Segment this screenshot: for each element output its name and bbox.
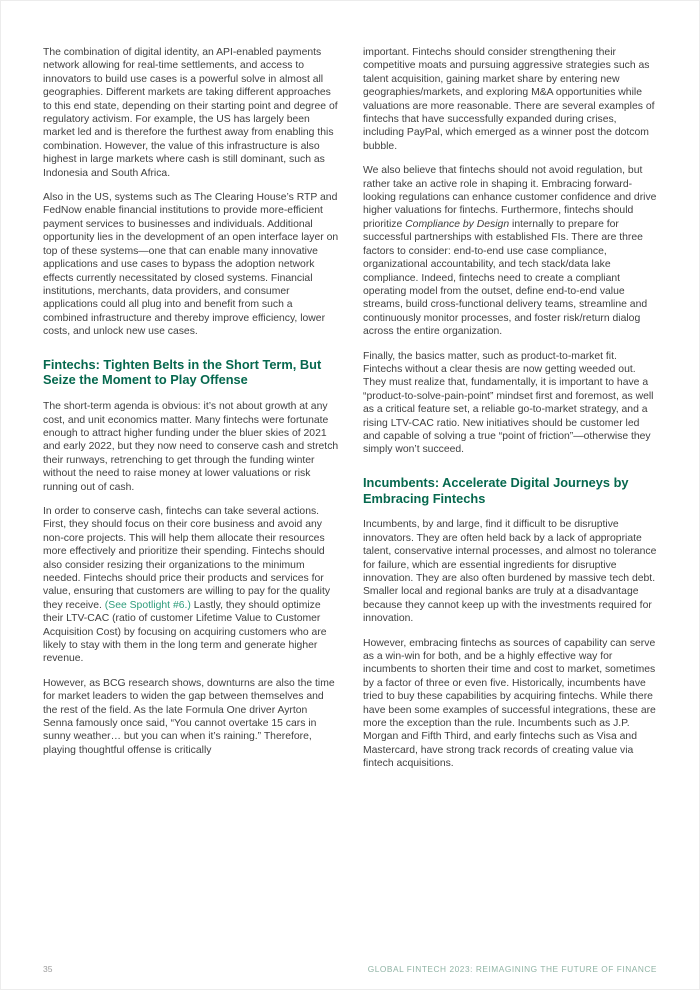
text-segment: internally to prepare for successful partnerships with established FIs. There are three factors to consider: end-to-end use case compliance, organizational accountability, and tech stack/data lake compliance. Indeed, fintechs need to create a compliant operating model from the outset, define end-to-end value streams, build cross-functional delivery teams, streamline and continuously monitor processes, and foster risk/return dialog across the entire organization. bbox=[363, 218, 648, 338]
page-footer bbox=[43, 964, 657, 974]
paragraph bbox=[43, 191, 339, 338]
spotlight-reference-link[interactable]: (See Spotlight #6.) bbox=[104, 599, 191, 611]
page-content bbox=[43, 46, 659, 782]
emphasized-text: Compliance by Design bbox=[405, 218, 510, 230]
right-column bbox=[363, 46, 659, 782]
text-segment: However, embracing fintechs as sources of capability can serve as a win-win for both, and be a highly effective way for incumbents to shorten their time and cost to market, sometimes by a factor of three or even five. Historically, incumbents have tried to buy these capabilities by acquiring fintechs. While there have been some examples of successful integrations, these are more the exception than the rule. Incumbents such as J.P. Morgan and Fifth Third, and early fintechs such as Visa and Mastercard, have strong track records of creating value via fintech acquisitions. bbox=[363, 637, 656, 770]
text-segment: However, as BCG research shows, downturns are also the time for market leaders to widen the gap between themselves and the rest of the field. As the late Formula One driver Ayrton Senna famously once said, “You cannot overtake 15 cars in sunny weather… but you can when it’s raining.” Therefore, playing thoughtful offense is critically bbox=[43, 677, 335, 756]
paragraph bbox=[363, 518, 659, 625]
text-segment: Lastly, they should optimize their LTV-CAC (ratio of customer Lifetime Value to Customer Acquisition Cost) by focusing on acquiring customers who are likely to stay with them in the long term and generate higher revenue. bbox=[43, 599, 327, 665]
text-segment: important. Fintechs should consider strengthening their competitive moats and pursuing aggressive strategies such as talent acquisition, gaining market share by entering new geographies/markets, and exploring M&A opportunities while valuations are more reasonable. There are several examples of fintechs that have successfully expanded during crises, including PayPal, which emerged as a winner post the dotcom bubble. bbox=[363, 47, 655, 152]
text-segment: The combination of digital identity, an API-enabled payments network allowing for real-time settlements, and access to innovators to build use cases is a powerful solve in almost all geographies. Different markets are taking different approaches to this end state, depending on their starting point and degree of regulatory activism. For example, the US has largely been market led and is therefore the furthest away from enabling this combination. However, the value of this infrastructure is also highest in large markets where cash is still dominant, such as Indonesia and South Africa. bbox=[43, 47, 338, 179]
text-segment: In order to conserve cash, fintechs can take several actions. First, they should focus on their core business and avoid any non-core projects. This will help them allocate their resources more effectively and prioritize their spending. Fintechs should also consider resizing their organizations to the minimum needed. Fintechs should price their products and services for value, ensuring that customers are willing to pay for the quality they receive. bbox=[43, 505, 331, 611]
paragraph bbox=[363, 164, 659, 338]
section-heading: Incumbents: Accelerate Digital Journeys by Embracing Fintechs bbox=[363, 474, 629, 506]
paragraph bbox=[43, 505, 339, 666]
text-segment: We also believe that fintechs should not avoid regulation, but rather take an active role in shaping it. Embracing forward-looking regulations can enhance customer confidence and drive higher valuations for fintechs. Furthermore, fintechs should prioritize bbox=[363, 165, 657, 230]
paragraph bbox=[363, 46, 659, 153]
report-title: GLOBAL FINTECH 2023: REIMAGINING THE FUTURE OF FINANCE bbox=[367, 964, 657, 974]
text-segment: Finally, the basics matter, such as product-to-market fit. Fintechs without a clear thesis are now getting weeded out. They must realize that, fundamentally, it is important to have a “product-to-solve-pain-point” mindset first and foremost, as well as a critical feature set, a reliable go-to-market strategy, and a rising LTV-CAC ratio. New initiatives should be customer led and capable of solving a true “point of friction”—otherwise they simply won’t succeed. bbox=[363, 350, 654, 456]
text-segment: The short-term agenda is obvious: it’s not about growth at any cost, and unit economics matter. Many fintechs were fortunate enough to attract higher funding under the bluer skies of 2021 and early 2022, but they now need to conserve cash and stretch their runways, retrenching to get through the funding winter without the need to raise money at lower valuations or risk running out of cash. bbox=[43, 401, 339, 493]
text-segment: Incumbents, by and large, find it difficult to be disruptive innovators. They are often held back by a lack of appropriate talent, conservative internal processes, and almost no tolerance for failure, which are essential ingredients for disruptive innovation. They are also often burdened by massive tech debt. Smaller local and regional banks are truly at a disadvantage because they cannot keep up with the investments required for innovation. bbox=[363, 519, 657, 625]
page-number: 35 bbox=[43, 964, 53, 974]
section-heading: Fintechs: Tighten Belts in the Short Term, But Seize the Moment to Play Offense bbox=[43, 356, 322, 388]
paragraph bbox=[43, 400, 339, 494]
paragraph bbox=[43, 677, 339, 757]
text-segment: Also in the US, systems such as The Clearing House’s RTP and FedNow enable financial institutions to provide more-efficient payment services to businesses and individuals. Additional opportunity lies in the development of an open interface layer on top of these systems—one that can enable many innovative applications and use cases to bypass the adoption network effects currently necessitated by closed systems. Financial institutions, merchants, data providers, and consumer applications could all plug into and benefit from such a combined infrastructure and thereby improve efficiency, lower costs, and unlock new use cases. bbox=[43, 192, 339, 338]
paragraph bbox=[43, 46, 339, 180]
paragraph bbox=[363, 350, 659, 457]
left-column bbox=[43, 46, 339, 782]
paragraph bbox=[363, 637, 659, 771]
